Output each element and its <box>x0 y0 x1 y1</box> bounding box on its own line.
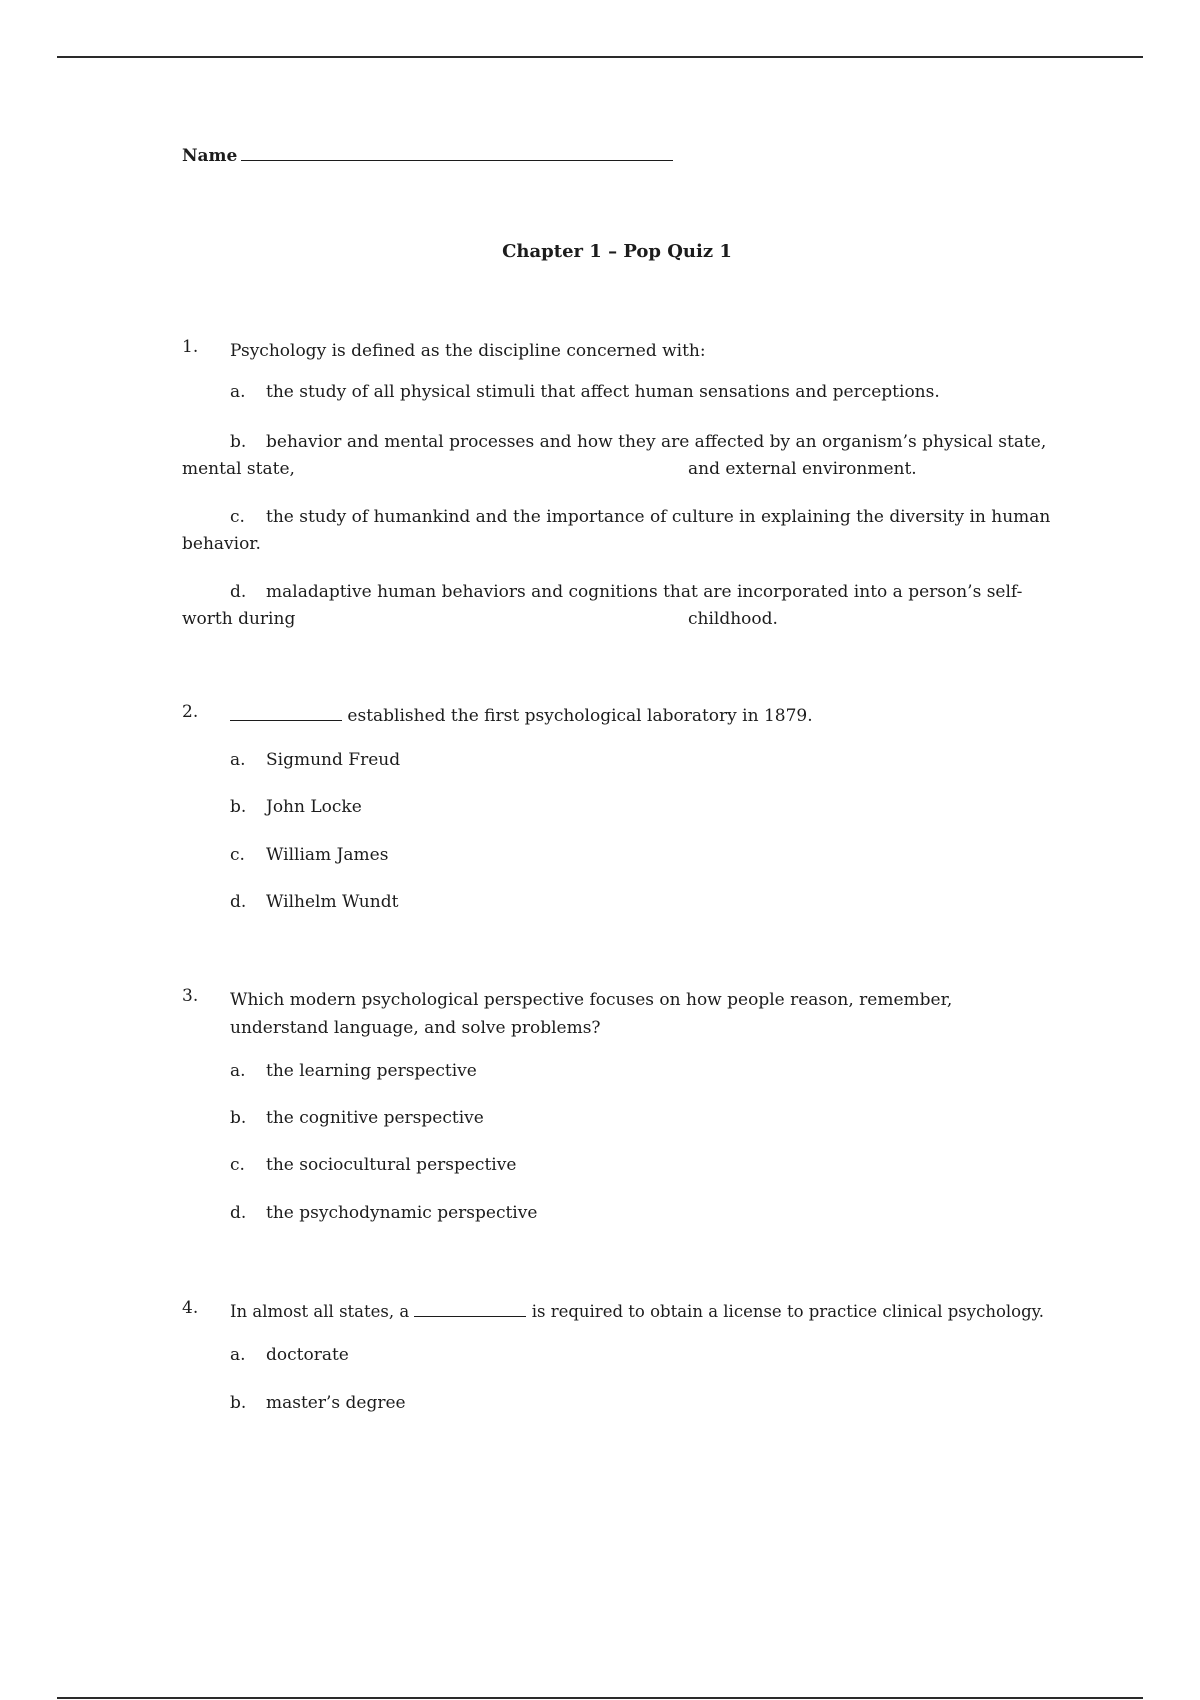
option-text-line2-right: childhood. <box>688 609 778 629</box>
option-text: doctorate <box>266 1345 349 1365</box>
option-text: Sigmund Freud <box>266 750 401 770</box>
option-text: master’s degree <box>266 1393 406 1413</box>
question-text: Psychology is defined as the discipline concerned with: <box>230 341 706 361</box>
question-text-before-blank: In almost all states, a <box>230 1302 410 1321</box>
option-2c[interactable] <box>230 845 1090 865</box>
option-text: Wilhelm Wundt <box>266 892 399 912</box>
option-1c[interactable] <box>182 504 1062 558</box>
top-rule <box>57 56 1143 58</box>
option-text: the sociocultural perspective <box>266 1155 517 1175</box>
option-text: William James <box>266 845 389 865</box>
question-number: 2. <box>182 702 199 722</box>
option-letter: b. <box>230 1393 247 1413</box>
question-1 <box>182 337 1062 629</box>
question-text-after-blank: is required to obtain a license to practice clinical psychology. <box>531 1302 1045 1321</box>
option-text: John Locke <box>266 797 362 817</box>
option-letter: d. <box>230 1203 247 1223</box>
option-letter: b. <box>230 432 247 452</box>
question-2 <box>182 702 1062 912</box>
option-text: the cognitive perspective <box>266 1108 484 1128</box>
option-letter: c. <box>230 1155 245 1175</box>
option-letter: d. <box>230 582 247 602</box>
option-letter: d. <box>230 892 247 912</box>
name-blank[interactable] <box>241 146 673 161</box>
option-text: the psychodynamic perspective <box>266 1203 538 1223</box>
option-2b[interactable] <box>230 797 1090 817</box>
option-text-line1: behavior and mental processes and how they are affected by an organism’s physical state, <box>266 432 1047 452</box>
option-letter: b. <box>230 797 247 817</box>
option-1a[interactable] <box>230 382 1090 402</box>
question-number: 4. <box>182 1298 199 1318</box>
option-3c[interactable] <box>230 1155 1090 1175</box>
option-4a[interactable] <box>230 1345 1090 1365</box>
option-text-line2-right: and external environment. <box>688 459 917 479</box>
option-3d[interactable] <box>230 1203 1090 1223</box>
question-text <box>230 986 1062 1042</box>
option-letter: b. <box>230 1108 247 1128</box>
option-1d[interactable] <box>182 579 1062 633</box>
question-text-line2: understand language, and solve problems? <box>230 1018 601 1038</box>
option-1b[interactable] <box>182 429 1062 483</box>
option-text: the learning perspective <box>266 1061 477 1081</box>
option-letter: c. <box>230 845 245 865</box>
question-4 <box>182 1298 1082 1413</box>
option-3a[interactable] <box>230 1061 1090 1081</box>
option-letter: a. <box>230 750 246 770</box>
option-letter: c. <box>230 507 245 527</box>
question-number: 1. <box>182 337 199 357</box>
option-letter: a. <box>230 382 246 402</box>
question-text <box>230 1298 1082 1326</box>
answer-blank[interactable] <box>230 706 342 721</box>
name-field <box>182 146 673 166</box>
option-letter: a. <box>230 1345 246 1365</box>
option-text: the study of all physical stimuli that affect human sensations and perceptions. <box>266 382 940 402</box>
question-3 <box>182 986 1062 1223</box>
option-4b[interactable] <box>230 1393 1090 1413</box>
option-2a[interactable] <box>230 750 1090 770</box>
question-text-after-blank: established the first psychological laboratory in 1879. <box>347 706 813 726</box>
name-label: Name <box>182 146 238 166</box>
answer-blank[interactable] <box>414 1302 526 1317</box>
option-letter: a. <box>230 1061 246 1081</box>
option-text-line1: maladaptive human behaviors and cognitions that are incorporated into a person’s self- <box>266 582 1023 602</box>
bottom-rule <box>57 1697 1143 1699</box>
option-3b[interactable] <box>230 1108 1090 1128</box>
question-text-line1: Which modern psychological perspective focuses on how people reason, remember, <box>230 990 953 1010</box>
question-number: 3. <box>182 986 199 1006</box>
option-2d[interactable] <box>230 892 1090 912</box>
option-text-line2-left: mental state, <box>182 459 295 479</box>
page-title: Chapter 1 – Pop Quiz 1 <box>502 241 732 262</box>
option-text-line2-left: worth during <box>182 609 296 629</box>
option-text-line2-left: behavior. <box>182 534 261 554</box>
question-text <box>230 702 1062 730</box>
option-text-line1: the study of humankind and the importance of culture in explaining the diversity in human <box>266 507 1051 527</box>
